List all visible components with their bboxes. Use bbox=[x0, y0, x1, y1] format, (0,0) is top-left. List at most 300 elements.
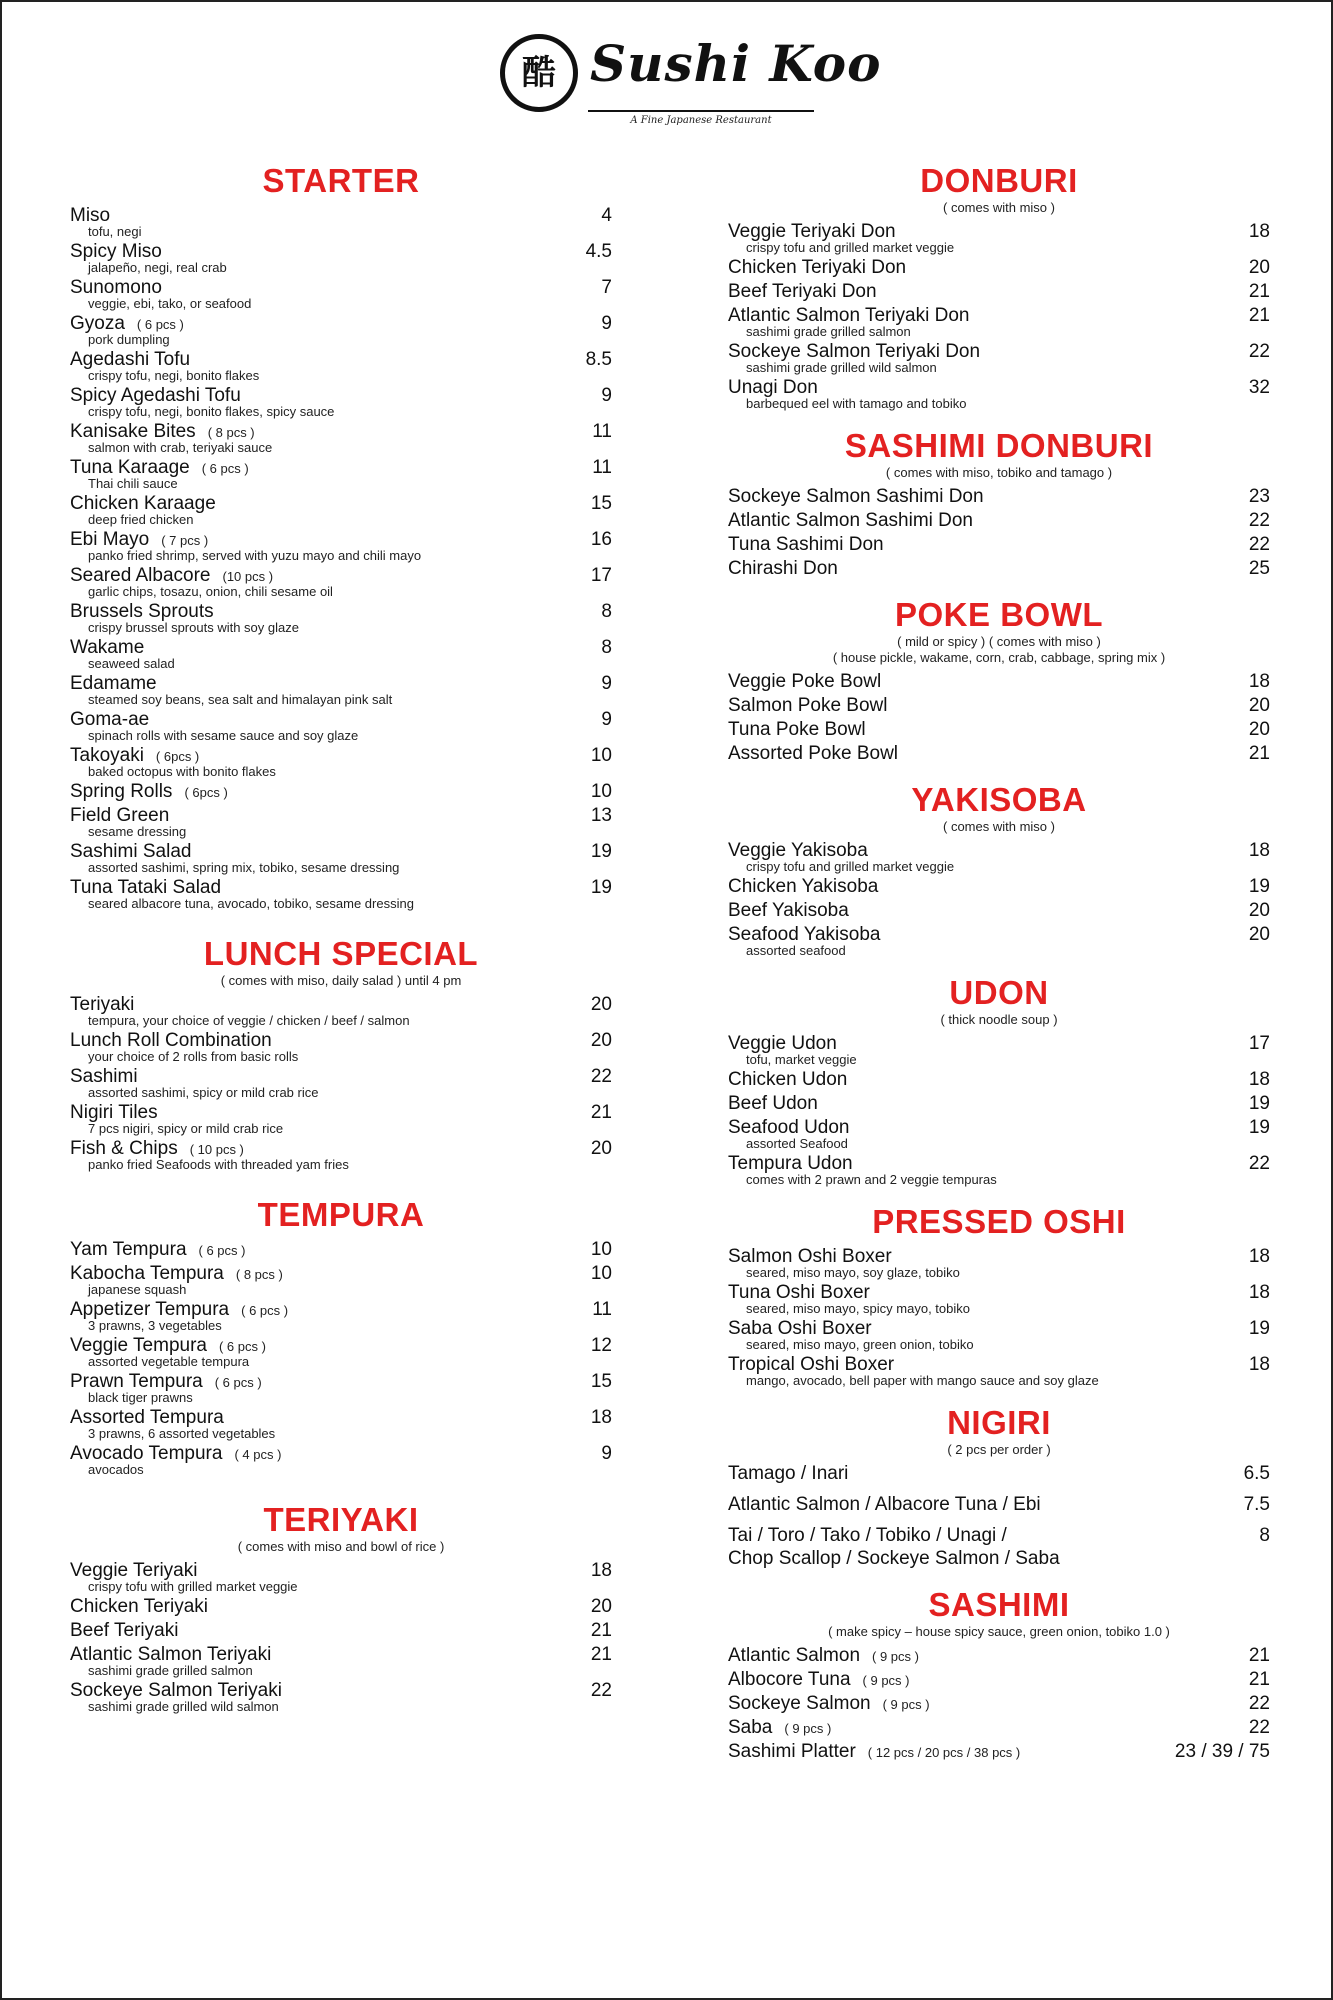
menu-item-price: 15 bbox=[590, 1371, 612, 1392]
menu-item-name: Tropical Oshi Boxer bbox=[728, 1354, 895, 1375]
menu-item-price: 22 bbox=[1248, 341, 1270, 362]
menu-item-price: 17 bbox=[1248, 1033, 1270, 1054]
menu-item-row bbox=[728, 1092, 1210, 1115]
menu-item bbox=[70, 840, 612, 875]
menu-item bbox=[70, 384, 612, 419]
menu-item bbox=[70, 204, 612, 239]
menu-item-name: Veggie Teriyaki bbox=[70, 1560, 198, 1581]
menu-item-quantity: ( 10 pcs ) bbox=[189, 1142, 244, 1157]
menu-column-left bbox=[70, 162, 612, 1715]
menu-item-price: 17 bbox=[590, 565, 612, 586]
menu-item bbox=[728, 875, 1270, 898]
menu-item-price: 8 bbox=[601, 637, 612, 658]
menu-item-row bbox=[728, 509, 1210, 532]
menu-item-price: 8.5 bbox=[585, 349, 612, 370]
menu-item-name: Edamame bbox=[70, 673, 157, 694]
section-sashimi bbox=[728, 1586, 1270, 1763]
section-pressed-oshi bbox=[728, 1203, 1270, 1388]
section-yakisoba bbox=[728, 781, 1270, 958]
menu-item-name: Spicy Agedashi Tofu bbox=[70, 385, 241, 406]
menu-item-list bbox=[70, 1238, 612, 1477]
menu-item-description: panko fried Seafoods with threaded yam fries bbox=[88, 1157, 349, 1172]
menu-item bbox=[70, 492, 612, 527]
menu-item-price: 9 bbox=[601, 673, 612, 694]
menu-item-price: 19 bbox=[1248, 876, 1270, 897]
menu-item-price: 32 bbox=[1248, 377, 1270, 398]
menu-item bbox=[70, 420, 612, 455]
menu-item-list bbox=[728, 1462, 1270, 1570]
menu-item-name: Wakame bbox=[70, 637, 145, 658]
menu-item-price: 6.5 bbox=[1243, 1463, 1270, 1484]
menu-item-name: Prawn Tempura bbox=[70, 1371, 203, 1392]
menu-item-price: 13 bbox=[590, 805, 612, 826]
menu-item-name: Lunch Roll Combination bbox=[70, 1030, 272, 1051]
menu-item-name: Albocore Tuna bbox=[728, 1669, 851, 1690]
menu-item-price: 18 bbox=[1248, 221, 1270, 242]
menu-item bbox=[70, 1065, 612, 1100]
section-note: ( comes with miso ) bbox=[943, 819, 1055, 834]
menu-item bbox=[70, 876, 612, 911]
menu-item bbox=[70, 993, 612, 1028]
section-title: SASHIMI DONBURI bbox=[844, 427, 1154, 464]
menu-item-price: 4.5 bbox=[585, 241, 612, 262]
menu-item bbox=[70, 1101, 612, 1136]
menu-item-name: Seared Albacore bbox=[70, 565, 211, 586]
section-title: POKE BOWL bbox=[895, 596, 1103, 633]
menu-item-description: sashimi grade grilled salmon bbox=[746, 324, 911, 339]
menu-item-name: Sockeye Salmon Teriyaki bbox=[70, 1680, 282, 1701]
menu-item-quantity: ( 6 pcs ) bbox=[201, 461, 249, 476]
menu-item-description: assorted Seafood bbox=[746, 1136, 848, 1151]
menu-item bbox=[728, 280, 1270, 303]
menu-item-description: black tiger prawns bbox=[88, 1390, 193, 1405]
menu-item-name: Chicken Teriyaki Don bbox=[728, 257, 907, 278]
section-title: LUNCH SPECIAL bbox=[203, 935, 479, 972]
menu-item-price: 19 bbox=[1248, 1093, 1270, 1114]
menu-item-name: Ebi Mayo bbox=[70, 529, 150, 550]
menu-item-name: Chicken Yakisoba bbox=[728, 876, 879, 897]
menu-item-description: baked octopus with bonito flakes bbox=[88, 764, 276, 779]
menu-item-description: crispy tofu and grilled market veggie bbox=[746, 240, 955, 255]
menu-item-description: crispy tofu, negi, bonito flakes, spicy sauce bbox=[88, 404, 335, 419]
menu-item bbox=[70, 1137, 612, 1172]
menu-item-name: Tuna Sashimi Don bbox=[728, 534, 884, 555]
menu-item-name: Chicken Karaage bbox=[70, 493, 216, 514]
menu-item bbox=[70, 456, 612, 491]
menu-item-row bbox=[728, 1668, 1210, 1691]
menu-item-name: Goma-ae bbox=[70, 709, 150, 730]
menu-item-price: 20 bbox=[590, 1596, 612, 1617]
menu-item bbox=[728, 1353, 1270, 1388]
menu-item-name: Saba Oshi Boxer bbox=[728, 1318, 872, 1339]
menu-item-quantity: ( 6 pcs ) bbox=[218, 1339, 266, 1354]
menu-item-name: Brussels Sprouts bbox=[70, 601, 214, 622]
menu-item-description: assorted vegetable tempura bbox=[88, 1354, 250, 1369]
menu-item-name: Atlantic Salmon Sashimi Don bbox=[728, 510, 973, 531]
menu-item-price: 8 bbox=[601, 601, 612, 622]
menu-item-price: 11 bbox=[592, 1299, 612, 1320]
menu-item-name: Appetizer Tempura bbox=[70, 1299, 230, 1320]
menu-item bbox=[70, 1238, 612, 1261]
section-starter bbox=[70, 162, 612, 911]
menu-item-name: Sashimi bbox=[70, 1066, 138, 1087]
menu-item-price: 19 bbox=[1248, 1117, 1270, 1138]
menu-item bbox=[70, 348, 612, 383]
menu-item-name: Salmon Oshi Boxer bbox=[728, 1246, 892, 1267]
menu-item-name: Seafood Yakisoba bbox=[728, 924, 881, 945]
menu-item-name: Field Green bbox=[70, 805, 170, 826]
menu-item-row bbox=[728, 1462, 1210, 1485]
menu-item-name: Yam Tempura bbox=[70, 1239, 187, 1260]
menu-item bbox=[70, 780, 612, 803]
menu-item-price: 21 bbox=[1248, 305, 1270, 326]
menu-item-name: Sashimi Platter bbox=[728, 1741, 856, 1762]
menu-item-price: 20 bbox=[590, 1030, 612, 1051]
menu-item-name: Chicken Teriyaki bbox=[70, 1596, 208, 1617]
menu-item-description: seared albacore tuna, avocado, tobiko, sesame dressing bbox=[88, 896, 414, 911]
menu-item-list bbox=[728, 1245, 1270, 1388]
section-poke-bowl bbox=[728, 596, 1270, 765]
menu-item-name: Beef Teriyaki bbox=[70, 1620, 179, 1641]
menu-item-name: Sunomono bbox=[70, 277, 162, 298]
menu-item-description: sesame dressing bbox=[88, 824, 187, 839]
section-title: TERIYAKI bbox=[263, 1501, 419, 1538]
menu-item-name: Kanisake Bites bbox=[70, 421, 196, 442]
section-title: PRESSED OSHI bbox=[872, 1203, 1126, 1240]
menu-item-description: japanese squash bbox=[88, 1282, 187, 1297]
menu-item-row bbox=[70, 1238, 552, 1261]
menu-item-row bbox=[70, 1619, 552, 1642]
menu-item bbox=[70, 804, 612, 839]
menu-item bbox=[70, 276, 612, 311]
menu-item-price: 18 bbox=[590, 1560, 612, 1581]
menu-item-description: sashimi grade grilled salmon bbox=[88, 1663, 253, 1678]
menu-item bbox=[70, 1442, 612, 1477]
menu-item-row bbox=[728, 694, 1210, 717]
menu-item-name: Chicken Udon bbox=[728, 1069, 848, 1090]
menu-item-price: 20 bbox=[1248, 900, 1270, 921]
menu-item-name: Tuna Oshi Boxer bbox=[728, 1282, 870, 1303]
menu-item-list bbox=[728, 1032, 1270, 1187]
menu-item-row bbox=[728, 1068, 1210, 1091]
menu-item-quantity: ( 6 pcs ) bbox=[214, 1375, 262, 1390]
menu-item-description: mango, avocado, bell paper with mango sauce and soy glaze bbox=[746, 1373, 1099, 1388]
menu-item-price: 10 bbox=[590, 745, 612, 766]
section-sashimi-donburi bbox=[728, 427, 1270, 580]
section-teriyaki bbox=[70, 1501, 612, 1714]
menu-item-name: Assorted Poke Bowl bbox=[728, 743, 899, 764]
menu-item-price: 10 bbox=[590, 1239, 612, 1260]
menu-item-name-continued: Chop Scallop / Sockeye Salmon / Saba bbox=[728, 1548, 1060, 1569]
menu-item-name: Atlantic Salmon Teriyaki bbox=[70, 1644, 272, 1665]
menu-item-row bbox=[728, 718, 1210, 741]
menu-item-price: 19 bbox=[590, 841, 612, 862]
section-note: ( mild or spicy ) ( comes with miso ) bbox=[897, 634, 1101, 649]
menu-item-row bbox=[728, 485, 1210, 508]
section-note: ( make spicy – house spicy sauce, green onion, tobiko 1.0 ) bbox=[828, 1624, 1170, 1639]
menu-item-description: 7 pcs nigiri, spicy or mild crab rice bbox=[88, 1121, 284, 1136]
menu-item-description: seared, miso mayo, green onion, tobiko bbox=[746, 1337, 974, 1352]
menu-item-name: Tuna Karaage bbox=[70, 457, 190, 478]
menu-item bbox=[728, 1092, 1270, 1115]
menu-item bbox=[728, 1281, 1270, 1316]
menu-item-price: 25 bbox=[1248, 558, 1270, 579]
menu-item-name: Beef Teriyaki Don bbox=[728, 281, 877, 302]
section-note: ( comes with miso and bowl of rice ) bbox=[237, 1539, 445, 1554]
menu-item-quantity: ( 8 pcs ) bbox=[207, 425, 255, 440]
menu-item-description: panko fried shrimp, served with yuzu mayo and chili mayo bbox=[88, 548, 422, 563]
menu-item-row bbox=[728, 1547, 1210, 1570]
menu-item-name: Atlantic Salmon bbox=[728, 1645, 861, 1666]
menu-item bbox=[728, 718, 1270, 741]
menu-item bbox=[728, 923, 1270, 958]
menu-item-row bbox=[728, 256, 1210, 279]
menu-item-price: 18 bbox=[1248, 1282, 1270, 1303]
menu-item-price: 21 bbox=[590, 1102, 612, 1123]
menu-item-price: 20 bbox=[1248, 695, 1270, 716]
menu-item-name: Veggie Yakisoba bbox=[728, 840, 868, 861]
section-udon bbox=[728, 974, 1270, 1187]
menu-item bbox=[728, 1493, 1270, 1516]
menu-item-description: crispy tofu, negi, bonito flakes bbox=[88, 368, 260, 383]
menu-item-description: salmon with crab, teriyaki sauce bbox=[88, 440, 273, 455]
menu-item-row bbox=[728, 670, 1210, 693]
menu-item-name: Tuna Tataki Salad bbox=[70, 877, 222, 898]
menu-item-description: crispy tofu with grilled market veggie bbox=[88, 1579, 298, 1594]
menu-item-description: jalapeño, negi, real crab bbox=[88, 260, 227, 275]
menu-item-row bbox=[728, 1692, 1210, 1715]
menu-item-description: assorted seafood bbox=[746, 943, 846, 958]
menu-item-description: Thai chili sauce bbox=[88, 476, 178, 491]
menu-item-description: veggie, ebi, tako, or seafood bbox=[88, 296, 252, 311]
menu-item bbox=[728, 256, 1270, 279]
menu-item bbox=[728, 1462, 1270, 1485]
menu-item-price: 18 bbox=[1248, 1354, 1270, 1375]
menu-item-row bbox=[728, 1644, 1210, 1667]
menu-item-name: Miso bbox=[70, 205, 111, 226]
menu-item-name: Seafood Udon bbox=[728, 1117, 850, 1138]
menu-item-name: Veggie Tempura bbox=[70, 1335, 207, 1356]
menu-item-name: Takoyaki bbox=[70, 745, 144, 766]
menu-item-description: steamed soy beans, sea salt and himalayan pink salt bbox=[88, 692, 393, 707]
restaurant-logo bbox=[492, 30, 882, 130]
menu-item-list bbox=[728, 220, 1270, 411]
section-note: ( comes with miso, daily salad ) until 4 pm bbox=[220, 973, 462, 988]
menu-item bbox=[728, 899, 1270, 922]
menu-item-price: 21 bbox=[590, 1620, 612, 1641]
menu-item-quantity: (10 pcs ) bbox=[222, 569, 274, 584]
menu-item-row bbox=[70, 780, 552, 803]
menu-item-list bbox=[728, 670, 1270, 765]
section-title: UDON bbox=[949, 974, 1049, 1011]
menu-item-name: Chirashi Don bbox=[728, 558, 838, 579]
menu-item-row bbox=[728, 533, 1210, 556]
menu-item-description: barbequed eel with tamago and tobiko bbox=[746, 396, 967, 411]
logo-seal: 酷 bbox=[500, 34, 578, 112]
menu-item-name: Veggie Teriyaki Don bbox=[728, 221, 896, 242]
menu-item bbox=[728, 839, 1270, 874]
menu-item-description: comes with 2 prawn and 2 veggie tempuras bbox=[746, 1172, 997, 1187]
menu-item-list bbox=[728, 485, 1270, 580]
menu-item-name: Fish & Chips bbox=[70, 1138, 178, 1159]
menu-item-price: 22 bbox=[1248, 534, 1270, 555]
menu-item-price: 20 bbox=[1248, 257, 1270, 278]
section-note: ( comes with miso, tobiko and tamago ) bbox=[885, 465, 1113, 480]
section-title: DONBURI bbox=[920, 162, 1078, 199]
menu-item-price: 7 bbox=[601, 277, 612, 298]
menu-item-price: 20 bbox=[1248, 719, 1270, 740]
menu-item bbox=[728, 304, 1270, 339]
menu-item-price: 22 bbox=[1248, 510, 1270, 531]
menu-item-price: 22 bbox=[590, 1680, 612, 1701]
menu-item-price: 9 bbox=[601, 385, 612, 406]
menu-item-description: crispy tofu and grilled market veggie bbox=[746, 859, 955, 874]
menu-item bbox=[70, 708, 612, 743]
menu-item-price: 12 bbox=[590, 1335, 612, 1356]
menu-item-name: Kabocha Tempura bbox=[70, 1263, 224, 1284]
section-tempura bbox=[70, 1196, 612, 1477]
menu-item bbox=[728, 1668, 1270, 1691]
menu-item-description: sashimi grade grilled wild salmon bbox=[746, 360, 937, 375]
section-title: STARTER bbox=[262, 162, 420, 199]
menu-item-description: tofu, market veggie bbox=[746, 1052, 857, 1067]
menu-item-name: Avocado Tempura bbox=[70, 1443, 223, 1464]
menu-item-description: spinach rolls with sesame sauce and soy glaze bbox=[88, 728, 359, 743]
section-lunch-special bbox=[70, 935, 612, 1172]
menu-item-name: Tempura Udon bbox=[728, 1153, 853, 1174]
menu-item bbox=[70, 600, 612, 635]
menu-item-description: avocados bbox=[88, 1462, 144, 1477]
menu-item-name: Salmon Poke Bowl bbox=[728, 695, 888, 716]
menu-item bbox=[728, 1692, 1270, 1715]
menu-item-price: 16 bbox=[590, 529, 612, 550]
section-donburi bbox=[728, 162, 1270, 411]
menu-item-description: assorted sashimi, spicy or mild crab rice bbox=[88, 1085, 319, 1100]
menu-item-quantity: ( 4 pcs ) bbox=[234, 1447, 282, 1462]
menu-item bbox=[70, 1619, 612, 1642]
menu-item-name: Spicy Miso bbox=[70, 241, 162, 262]
menu-item bbox=[728, 1740, 1270, 1763]
menu-item bbox=[728, 485, 1270, 508]
menu-item-row bbox=[728, 742, 1210, 765]
menu-item-row bbox=[728, 1716, 1210, 1739]
section-title: NIGIRI bbox=[947, 1404, 1051, 1441]
menu-item-name: Atlantic Salmon / Albacore Tuna / Ebi bbox=[728, 1494, 1041, 1515]
menu-item bbox=[728, 1116, 1270, 1151]
menu-item bbox=[70, 312, 612, 347]
menu-item-price: 18 bbox=[1248, 671, 1270, 692]
menu-item-description: seared, miso mayo, spicy mayo, tobiko bbox=[746, 1301, 970, 1316]
menu-item-quantity: ( 6 pcs ) bbox=[198, 1243, 246, 1258]
menu-item-name: Spring Rolls bbox=[70, 781, 173, 802]
menu-item-description: tempura, your choice of veggie / chicken / beef / salmon bbox=[88, 1013, 410, 1028]
menu-item bbox=[728, 1245, 1270, 1280]
menu-item-price: 21 bbox=[1248, 1645, 1270, 1666]
menu-item-row bbox=[728, 1524, 1210, 1547]
menu-item bbox=[728, 694, 1270, 717]
menu-item-name: Beef Yakisoba bbox=[728, 900, 849, 921]
menu-item-list bbox=[728, 839, 1270, 958]
menu-item-description: tofu, negi bbox=[88, 224, 142, 239]
menu-item-name: Gyoza bbox=[70, 313, 125, 334]
menu-item bbox=[728, 1152, 1270, 1187]
menu-item-description: sashimi grade grilled wild salmon bbox=[88, 1699, 279, 1714]
menu-item bbox=[728, 1524, 1270, 1570]
menu-item bbox=[728, 220, 1270, 255]
menu-item-list bbox=[70, 993, 612, 1172]
menu-item-price: 19 bbox=[1248, 1318, 1270, 1339]
menu-item-price: 21 bbox=[1248, 1669, 1270, 1690]
section-nigiri bbox=[728, 1404, 1270, 1570]
section-title: SASHIMI bbox=[928, 1586, 1070, 1623]
menu-item-name: Agedashi Tofu bbox=[70, 349, 191, 370]
menu-item-name: Sockeye Salmon Teriyaki Don bbox=[728, 341, 981, 362]
menu-item-price: 15 bbox=[590, 493, 612, 514]
menu-item bbox=[70, 564, 612, 599]
menu-item bbox=[728, 1032, 1270, 1067]
menu-item-list bbox=[70, 204, 612, 911]
menu-item-quantity: ( 8 pcs ) bbox=[235, 1267, 283, 1282]
menu-item-price: 18 bbox=[590, 1407, 612, 1428]
menu-item-price: 21 bbox=[1248, 281, 1270, 302]
menu-item-price: 21 bbox=[590, 1644, 612, 1665]
menu-item bbox=[728, 670, 1270, 693]
menu-item-price: 11 bbox=[592, 457, 612, 478]
menu-item-quantity: ( 7 pcs ) bbox=[161, 533, 209, 548]
menu-item-row bbox=[728, 1493, 1210, 1516]
section-title: YAKISOBA bbox=[911, 781, 1087, 818]
menu-item bbox=[70, 1679, 612, 1714]
menu-item-price: 22 bbox=[590, 1066, 612, 1087]
section-note: ( comes with miso ) bbox=[943, 200, 1055, 215]
menu-item-row bbox=[728, 1740, 1210, 1763]
menu-item bbox=[728, 509, 1270, 532]
menu-item-price: 22 bbox=[1248, 1153, 1270, 1174]
menu-item-description: deep fried chicken bbox=[88, 512, 194, 527]
menu-item-description: 3 prawns, 6 assorted vegetables bbox=[88, 1426, 276, 1441]
menu-item-description: your choice of 2 rolls from basic rolls bbox=[88, 1049, 299, 1064]
menu-item bbox=[70, 1262, 612, 1297]
menu-item bbox=[70, 1406, 612, 1441]
menu-item bbox=[70, 1370, 612, 1405]
menu-item-price: 10 bbox=[590, 781, 612, 802]
menu-item-description: seaweed salad bbox=[88, 656, 175, 671]
restaurant-name: Sushi Koo bbox=[590, 34, 882, 93]
menu-item-name: Veggie Udon bbox=[728, 1033, 837, 1054]
menu-item-description: garlic chips, tosazu, onion, chili sesame oil bbox=[88, 584, 333, 599]
menu-item-description: pork dumpling bbox=[88, 332, 170, 347]
menu-item-price: 23 bbox=[1248, 486, 1270, 507]
menu-item-name: Assorted Tempura bbox=[70, 1407, 224, 1428]
menu-item-price: 23 / 39 / 75 bbox=[1174, 1741, 1270, 1762]
restaurant-tagline: A Fine Japanese Restaurant bbox=[588, 110, 814, 126]
menu-item-name: Saba bbox=[728, 1717, 773, 1738]
menu-item bbox=[70, 528, 612, 563]
menu-item-price: 9 bbox=[601, 313, 612, 334]
menu-item-price: 18 bbox=[1248, 1069, 1270, 1090]
menu-item-description: seared, miso mayo, soy glaze, tobiko bbox=[746, 1265, 960, 1280]
menu-item bbox=[70, 744, 612, 779]
menu-item bbox=[728, 1716, 1270, 1739]
menu-item bbox=[70, 1559, 612, 1594]
menu-item-quantity: ( 6 pcs ) bbox=[241, 1303, 289, 1318]
menu-item bbox=[70, 1334, 612, 1369]
menu-column-right bbox=[728, 162, 1270, 1764]
menu-item-row bbox=[728, 557, 1210, 580]
menu-item-price: 22 bbox=[1248, 1693, 1270, 1714]
menu-item-price: 19 bbox=[590, 877, 612, 898]
menu-item-quantity: ( 9 pcs ) bbox=[882, 1697, 930, 1712]
